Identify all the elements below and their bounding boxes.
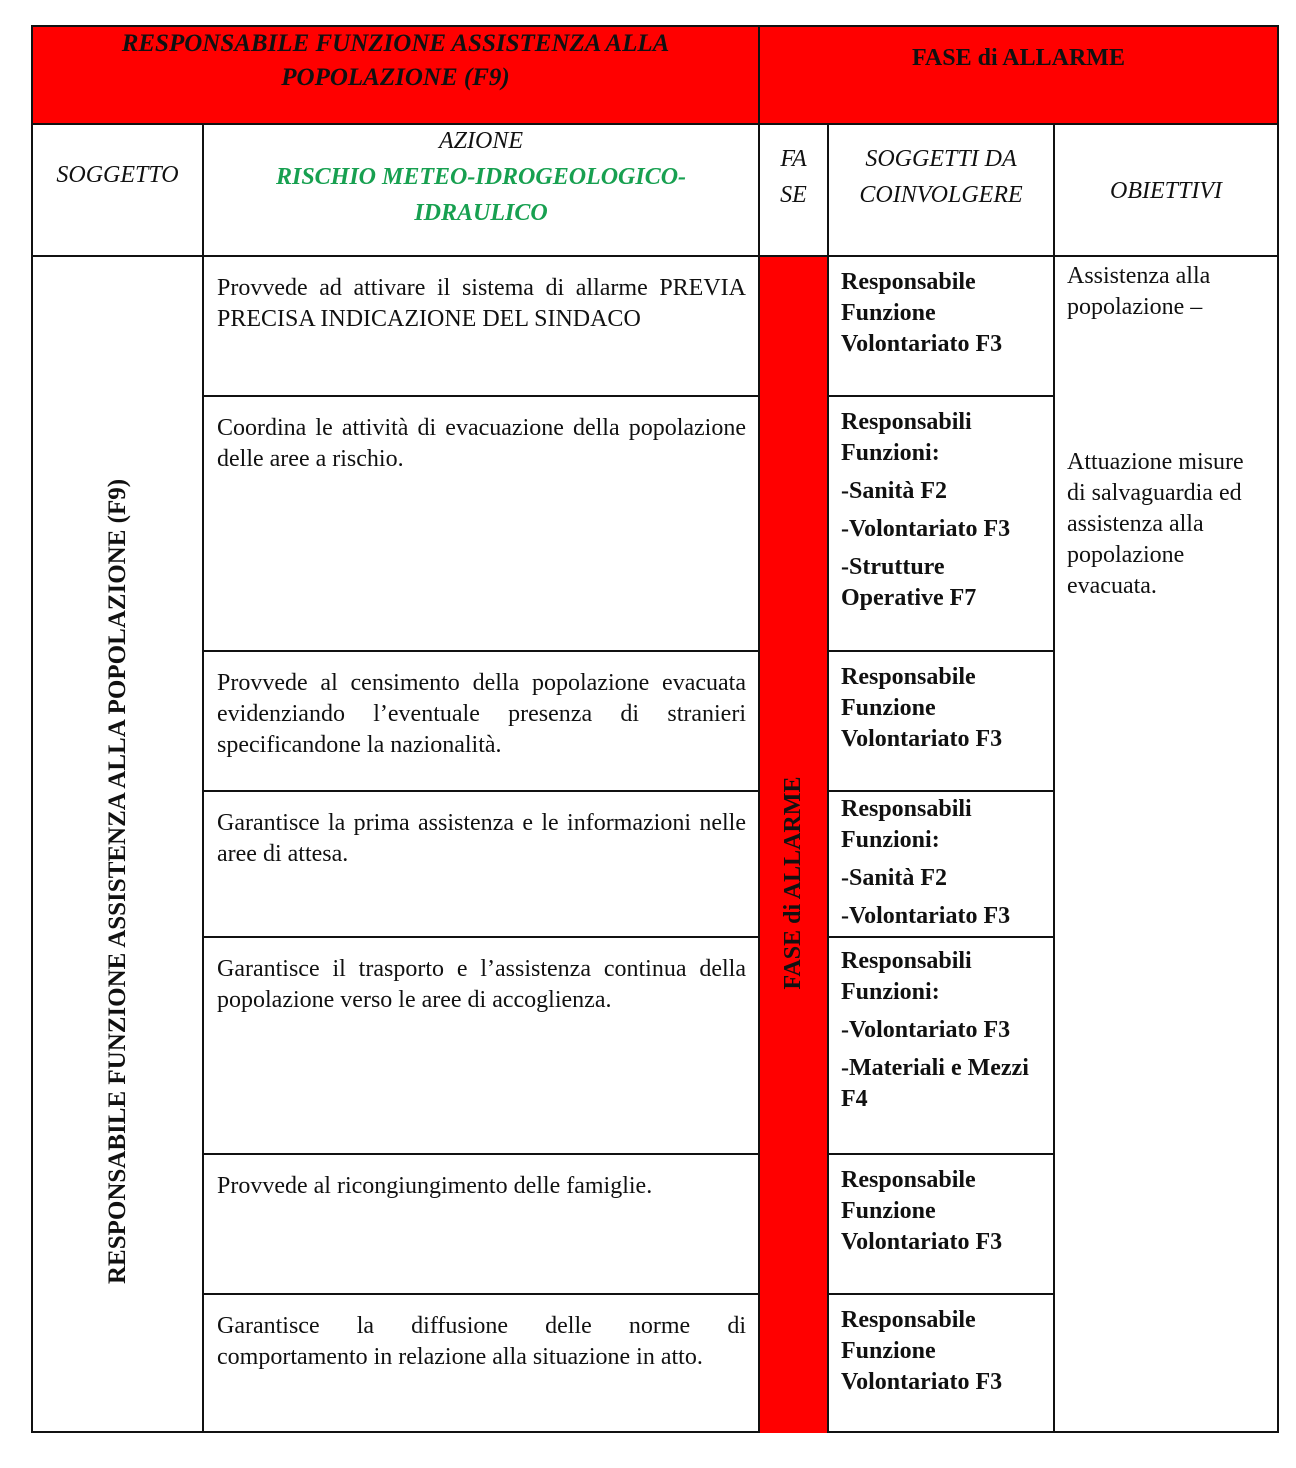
- subject-cell: [33, 257, 202, 1433]
- subjects-head: Responsabile Funzione Volontariato F3: [841, 1307, 1003, 1395]
- column-soggetti-line2: COINVOLGERE: [859, 182, 1023, 208]
- action-cell: [204, 652, 758, 790]
- column-rischio-line1: RISCHIO METEO-IDROGEOLOGICO-: [275, 164, 687, 190]
- subjects-head: Responsabile Funzione Volontariato F3: [841, 269, 1003, 357]
- divider: [202, 790, 760, 792]
- subjects-head: Responsabile Funzione Volontariato F3: [841, 1167, 1003, 1255]
- divider: [202, 395, 760, 397]
- divider: [827, 790, 1055, 792]
- objectives-cell: [1055, 257, 1277, 1433]
- divider: [1053, 123, 1055, 1433]
- subject-vertical-label: RESPONSABILE FUNZIONE ASSISTENZA ALLA POPOLAZIONE (F9): [104, 478, 131, 1284]
- divider: [827, 123, 829, 1433]
- subjects-cell: [829, 397, 1053, 650]
- subjects-head: Responsabili Funzioni:: [841, 409, 972, 466]
- divider: [202, 650, 760, 652]
- action-cell: [204, 257, 758, 395]
- divider: [758, 27, 760, 1433]
- action-text: Garantisce la diffusione delle norme di comportamento in relazione alla situazione in atto.: [217, 1313, 746, 1370]
- subjects-cell: [829, 1295, 1053, 1433]
- phase-vertical-label: FASE di ALLARME: [780, 776, 806, 990]
- divider: [827, 395, 1055, 397]
- column-azione-label: AZIONE: [439, 128, 523, 154]
- column-soggetti-line1: SOGGETTI DA: [865, 146, 1017, 172]
- divider: [827, 1153, 1055, 1155]
- header-phase-cell: [760, 27, 1277, 123]
- column-fase: [760, 125, 827, 255]
- subjects-cell: [829, 257, 1053, 395]
- column-obiettivi: [1055, 125, 1277, 255]
- action-text: Provvede ad attivare il sistema di allarme PREVIA PRECISA INDICAZIONE DEL SINDACO: [217, 275, 746, 332]
- divider: [827, 936, 1055, 938]
- action-cell: [204, 792, 758, 936]
- column-fase-line1: FA: [780, 146, 807, 172]
- subjects-item: -Sanità F2: [841, 865, 948, 891]
- subjects-head: Responsabile Funzione Volontariato F3: [841, 664, 1003, 752]
- column-soggetto-label: SOGGETTO: [56, 162, 179, 188]
- header-phase-label: FASE di ALLARME: [912, 45, 1125, 71]
- subjects-item: -Materiali e Mezzi F4: [841, 1055, 1029, 1112]
- subjects-item: -Strutture Operative F7: [841, 554, 977, 611]
- subjects-item: -Volontariato F3: [841, 516, 1011, 542]
- action-text: Provvede al censimento della popolazione evacuata evidenziando l’eventuale presenza di stranieri specificandone la nazionalità.: [217, 670, 746, 758]
- divider: [827, 650, 1055, 652]
- action-cell: [204, 397, 758, 650]
- header-title-cell: [33, 27, 758, 123]
- header-title-line1: RESPONSABILE FUNZIONE ASSISTENZA ALLA: [121, 30, 670, 57]
- subjects-item: -Volontariato F3: [841, 1017, 1011, 1043]
- subjects-cell: [829, 792, 1053, 936]
- subjects-head: Responsabili Funzioni:: [841, 796, 972, 853]
- column-soggetto: [33, 125, 202, 255]
- objective-first: Assistenza alla popolazione –: [1067, 263, 1211, 320]
- subjects-cell: [829, 1155, 1053, 1293]
- alarm-phase-table: [31, 25, 1279, 1433]
- subjects-cell: [829, 938, 1053, 1153]
- header-title-line2: POPOLAZIONE (F9): [281, 64, 510, 91]
- action-text: Garantisce il trasporto e l’assistenza continua della popolazione verso le aree di accoglienza.: [217, 956, 746, 1013]
- column-azione: [204, 125, 758, 255]
- subjects-item: -Volontariato F3: [841, 903, 1011, 929]
- action-text: Provvede al ricongiungimento delle famiglie.: [217, 1173, 653, 1199]
- divider: [202, 936, 760, 938]
- column-fase-line2: SE: [780, 182, 807, 208]
- column-soggetti: [829, 125, 1053, 255]
- divider: [33, 123, 1277, 125]
- subjects-item: -Sanità F2: [841, 478, 948, 504]
- phase-column: [760, 257, 827, 1433]
- action-cell: [204, 1155, 758, 1293]
- column-rischio-line2: IDRAULICO: [414, 200, 548, 226]
- divider: [202, 1153, 760, 1155]
- action-text: Coordina le attività di evacuazione della popolazione delle aree a rischio.: [217, 415, 746, 472]
- divider: [827, 1293, 1055, 1295]
- column-obiettivi-label: OBIETTIVI: [1110, 178, 1222, 204]
- action-cell: [204, 938, 758, 1153]
- action-text: Garantisce la prima assistenza e le informazioni nelle aree di attesa.: [217, 810, 746, 867]
- divider: [202, 123, 204, 1433]
- objective-second: Attuazione misure di salvaguardia ed assistenza alla popolazione evacuata.: [1067, 449, 1244, 599]
- action-cell: [204, 1295, 758, 1433]
- subjects-head: Responsabili Funzioni:: [841, 948, 972, 1005]
- subjects-cell: [829, 652, 1053, 790]
- divider: [33, 255, 1277, 257]
- divider: [202, 1293, 760, 1295]
